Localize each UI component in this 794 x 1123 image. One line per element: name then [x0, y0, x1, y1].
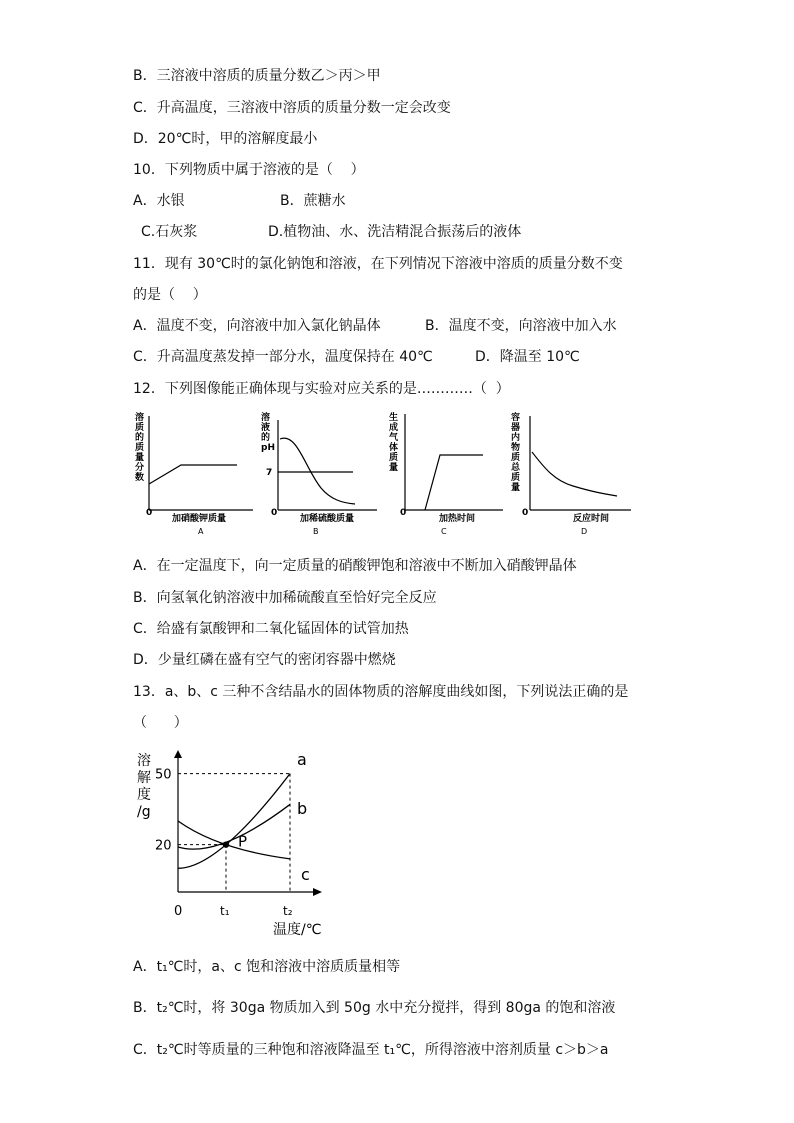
graph-c-origin: 0 [400, 508, 407, 518]
q13-stem-cont: （ ） [133, 715, 188, 731]
chart-labels [137, 750, 321, 938]
q12-graphs [125, 408, 645, 543]
y-title-char: 度 [137, 787, 151, 803]
q12-stem: 12．下列图像能正确体现与实验对应关系的是…………（ ） [133, 381, 510, 397]
q11-option-c: C．升高温度蒸发掉一部分水，温度保持在 40℃ [133, 349, 433, 365]
y-tick-20: 20 [155, 838, 172, 854]
series-label-c: c [301, 865, 310, 884]
curve-b [178, 804, 290, 849]
q12-option-a: A．在一定温度下，向一定质量的硝酸钾饱和溶液中不断加入硝酸钾晶体 [133, 558, 577, 574]
graph-b-curve [280, 438, 355, 504]
origin-label: 0 [174, 904, 183, 919]
q11-option-b: B．温度不变，向溶液中加入水 [425, 318, 617, 334]
q12-graph-d [511, 411, 631, 536]
intersection-point [223, 841, 229, 847]
q13-option-b: B．t₂℃时，将 30ga 物质加入到 50g 水中充分搅拌，得到 80ga 的饱和溶液 [133, 1000, 616, 1016]
q12-option-d: D．少量红磷在盛有空气的密闭容器中燃烧 [133, 652, 396, 668]
graph-b-letter: B [313, 527, 319, 536]
q10-option-c: C.石灰浆 [141, 224, 198, 240]
graph-c-xlabel: 加热时间 [439, 514, 476, 524]
graph-b-xlabel: 加稀硫酸质量 [300, 514, 355, 524]
q9-option-b: B．三溶液中溶质的质量分数乙＞丙＞甲 [133, 68, 381, 84]
q13-option-a: A．t₁℃时，a、c 饱和溶液中溶质质量相等 [133, 959, 401, 975]
curve-c [178, 821, 290, 859]
q10-option-b: B．蔗糖水 [280, 193, 346, 209]
q9-option-c: C．升高温度，三溶液中溶质的质量分数一定会改变 [133, 100, 451, 116]
graph-d-curve [532, 452, 617, 496]
graph-a-ylabel: 溶质的质量分数 [135, 413, 145, 483]
graph-d-letter: D [581, 527, 588, 536]
graph-a-xlabel: 加硝酸钾质量 [172, 514, 227, 524]
q12-option-b: B．向氢氧化钠溶液中加稀硫酸直至恰好完全反应 [133, 590, 437, 606]
series-label-a: a [297, 750, 307, 769]
curve-a [178, 774, 290, 869]
x-tick-t2: t₂ [283, 904, 293, 918]
q12-option-c: C．给盛有氯酸钾和二氧化锰固体的试管加热 [133, 621, 409, 637]
graph-b-origin: 0 [271, 508, 278, 518]
y-title-char: 溶 [137, 753, 151, 769]
q13-stem: 13．a、b、c 三种不含结晶水的固体物质的溶解度曲线如图，下列说法正确的是 [133, 684, 629, 700]
q12-graph-a [134, 411, 253, 536]
q11-stem: 11．现有 30℃时的氯化钠饱和溶液，在下列情况下溶液中溶质的质量分数不变 [133, 256, 623, 272]
graph-c-ylabel: 生成气体质量 [389, 413, 399, 473]
q11-option-a: A．温度不变，向溶液中加入氯化钠晶体 [133, 318, 381, 334]
q13-option-c: C．t₂℃时等质量的三种饱和溶液降温至 t₁℃，所得溶液中溶剂质量 c＞b＞a [133, 1042, 609, 1058]
y-title-char: /g [137, 804, 151, 820]
y-title-char: 解 [137, 770, 151, 786]
graph-d-xlabel: 反应时间 [573, 514, 610, 524]
graph-a-letter: A [198, 527, 204, 536]
graph-d-origin: 0 [522, 508, 529, 518]
graph-a-origin: 0 [146, 508, 153, 518]
q12-graph-c [389, 411, 503, 536]
solubility-chart [125, 742, 335, 942]
chart-guides [178, 774, 290, 892]
y-tick-50: 50 [155, 767, 172, 783]
q9-option-d: D．20℃时，甲的溶解度最小 [133, 131, 318, 147]
x-axis-arrow [313, 888, 322, 896]
q10-option-d: D.植物油、水、洗洁精混合振荡后的液体 [268, 224, 522, 240]
graph-b-ylabel: 溶液的 pH [261, 413, 275, 453]
graph-d-ylabel: 容器内物质总质量 [511, 413, 521, 493]
q10-stem: 10．下列物质中属于溶液的是（ ） [133, 162, 365, 178]
graph-a-curve [149, 465, 237, 484]
q12-graph-b [261, 411, 377, 536]
y-axis-arrow [174, 750, 182, 758]
series-label-b: b [297, 799, 308, 818]
q11-stem-cont: 的是（ ） [133, 287, 207, 303]
graph-c-letter: C [441, 527, 447, 536]
graph-b-tick-7: 7 [266, 468, 273, 478]
graph-c-curve [425, 455, 483, 510]
chart-series [178, 774, 290, 869]
q11-option-d: D．降温至 10℃ [475, 349, 580, 365]
q10-option-a: A．水银 [133, 193, 185, 209]
x-axis-title: 温度/℃ [273, 922, 322, 938]
x-tick-t1: t₁ [220, 904, 230, 918]
point-label-p: P [238, 832, 248, 851]
